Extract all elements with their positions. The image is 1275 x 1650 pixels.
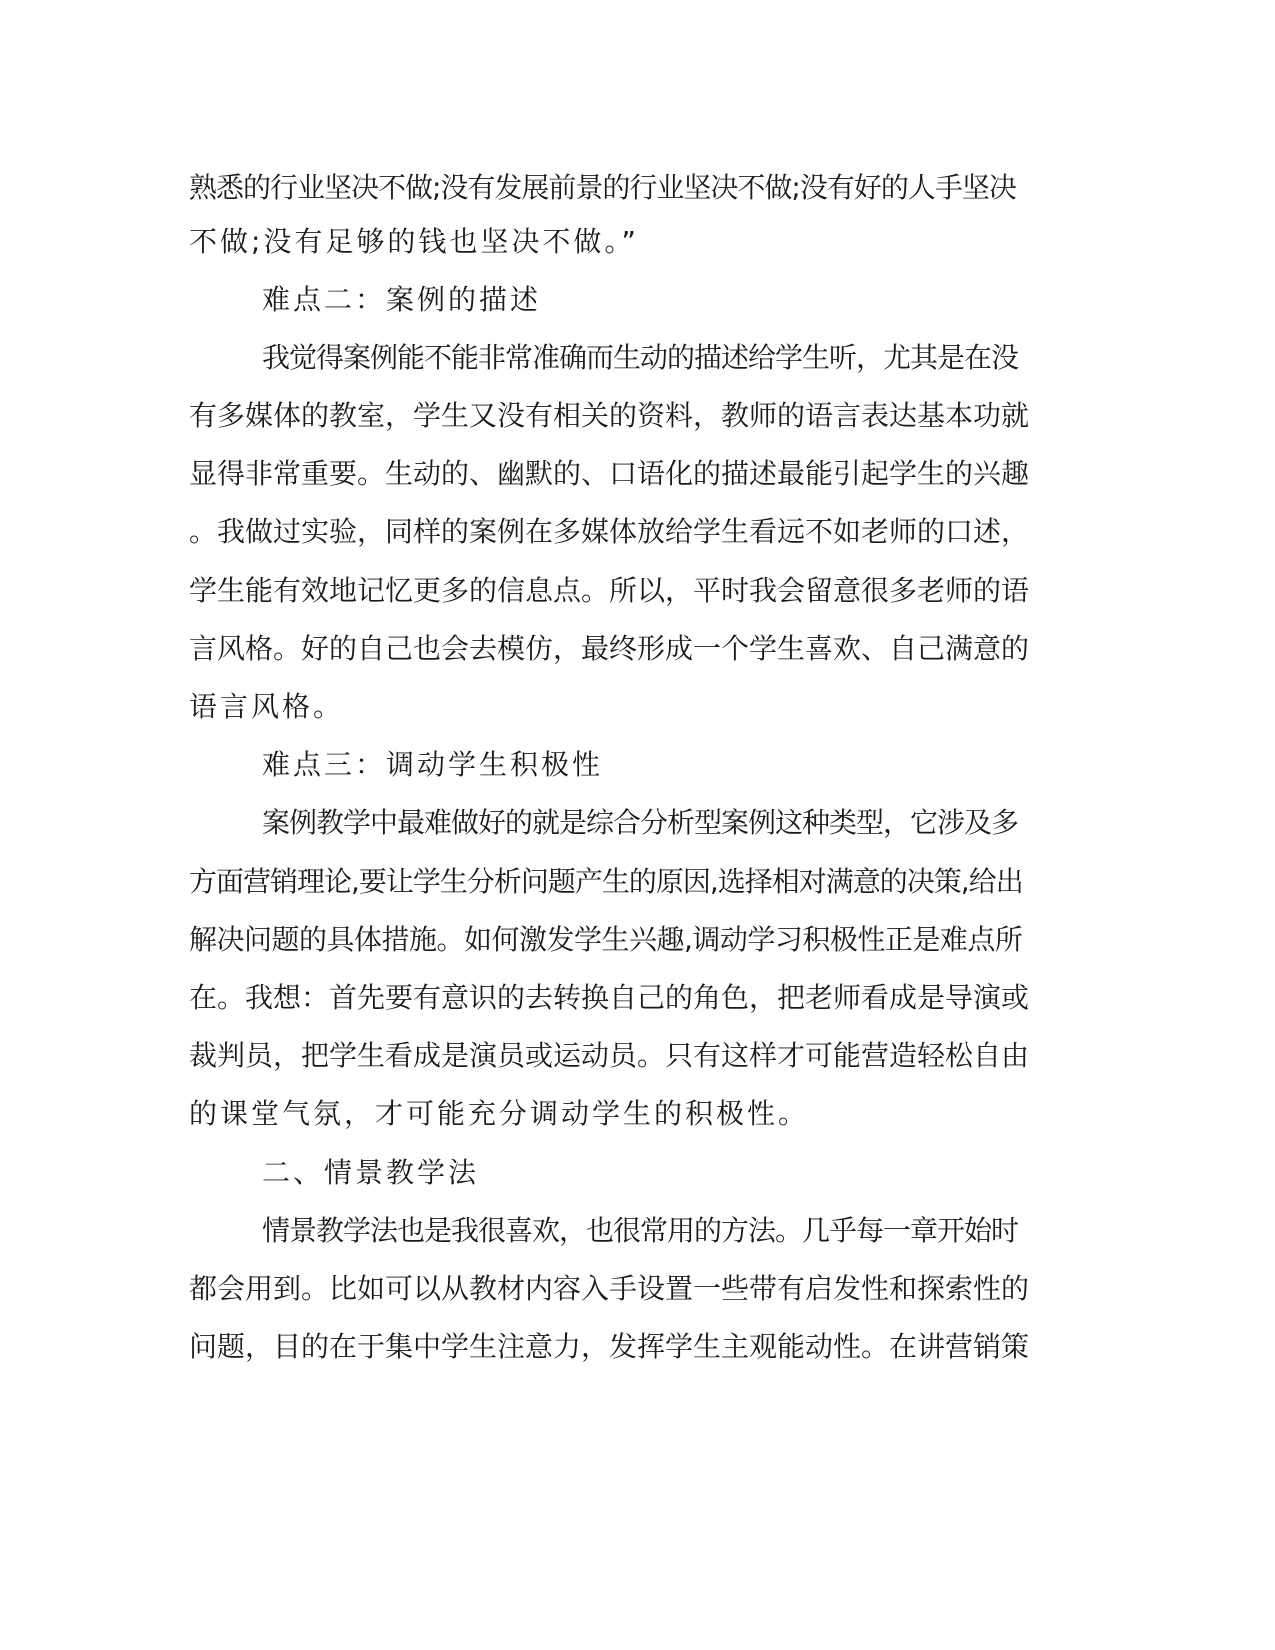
text-line: 方面营销理论,要让学生分析问题产生的原因,选择相对满意的决策,给出 — [189, 865, 1023, 898]
text-line: 言风格。好的自己也会去模仿，最终形成一个学生喜欢、自己满意的 — [189, 632, 1030, 665]
section-heading: 难点三：调动学生积极性 — [262, 748, 604, 781]
text-line: 情景教学法也是我很喜欢，也很常用的方法。几乎每一章开始时 — [262, 1214, 1019, 1247]
text-line: 显得非常重要。生动的、幽默的、口语化的描述最能引起学生的兴趣 — [189, 457, 1030, 490]
text-line: 裁判员，把学生看成是演员或运动员。只有这样才可能营造轻松自由 — [189, 1039, 1030, 1072]
text-line: 问题，目的在于集中学生注意力，发挥学生主观能动性。在讲营销策 — [189, 1330, 1030, 1363]
text-line: 语言风格。 — [189, 690, 345, 723]
section-heading: 二、情景教学法 — [262, 1156, 480, 1189]
section-heading: 难点二：案例的描述 — [262, 283, 542, 316]
text-line: 有多媒体的教室，学生又没有相关的资料，教师的语言表达基本功就 — [189, 399, 1030, 432]
text-line: 解决问题的具体措施。如何激发学生兴趣,调动学习积极性正是难点所 — [189, 923, 1023, 956]
text-line: 熟悉的行业坚决不做;没有发展前景的行业坚决不做;没有好的人手坚决 — [189, 171, 1016, 204]
text-line: 的课堂气氛，才可能充分调动学生的积极性。 — [189, 1097, 810, 1130]
text-line: 学生能有效地记忆更多的信息点。所以，平时我会留意很多老师的语 — [189, 574, 1030, 607]
text-line: 都会用到。比如可以从教材内容入手设置一些带有启发性和探索性的 — [189, 1272, 1030, 1305]
text-line: 不做;没有足够的钱也坚决不做。” — [189, 225, 639, 258]
text-line: 在。我想：首先要有意识的去转换自己的角色，把老师看成是导演或 — [189, 981, 1030, 1014]
text-line: 。我做过实验，同样的案例在多媒体放给学生看远不如老师的口述， — [189, 515, 1030, 548]
text-line: 案例教学中最难做好的就是综合分析型案例这种类型，它涉及多 — [262, 806, 1019, 839]
text-line: 我觉得案例能不能非常准确而生动的描述给学生听，尤其是在没 — [262, 341, 1019, 374]
